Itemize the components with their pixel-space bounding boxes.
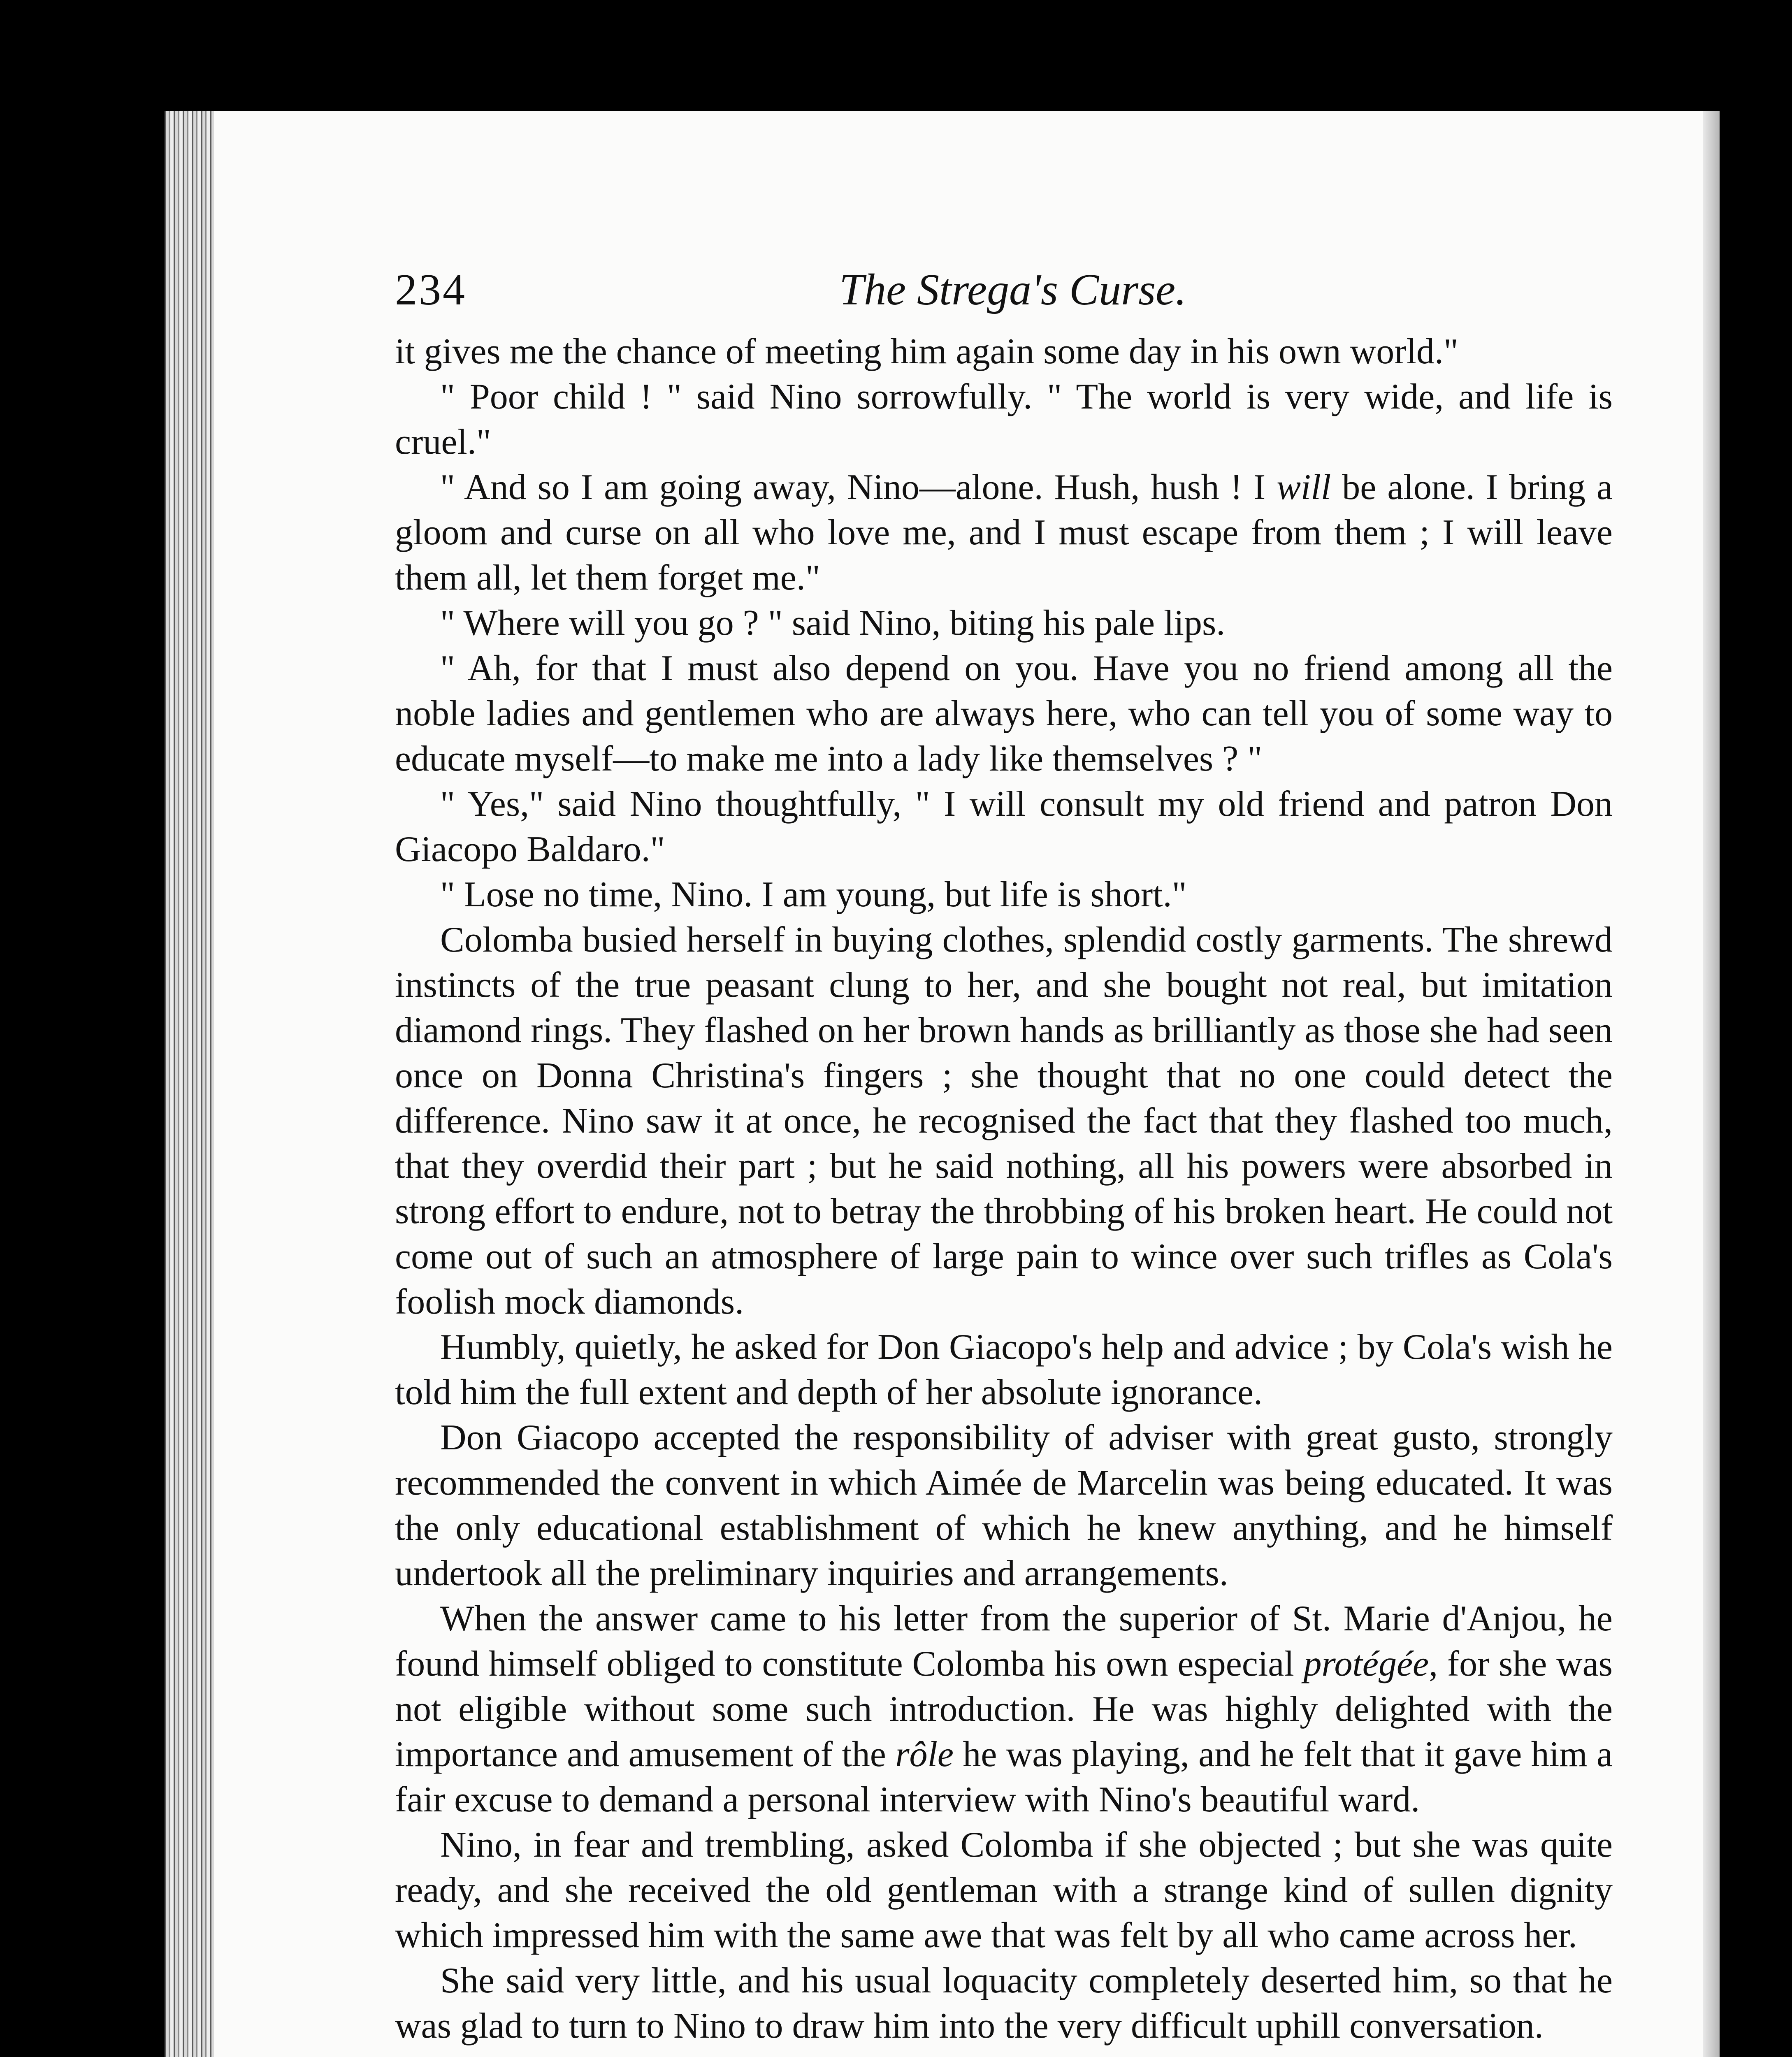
paragraph: " Where will you go ? " said Nino, biting his pale lips. [440,603,1226,643]
paragraph-text: he was playing, and he felt that it gave him a fair excuse to demand a personal interview with Nino's beautiful ward. [395,1734,1613,1820]
paragraph: Colomba busied herself in buying clothes, splendid costly garments. The shrewd instincts of the true peasant clung to her, and she bought not real, but imitation diamond rings. They flashed on her brown hands as brilliantly as those she had seen once on Donna Christina's fingers ; she thought that no one could detect the difference. Nino saw it at once, he recognised the fact that they flashed too much, that they overdid their part ; but he said nothing, all his powers were absorbed in strong effort to endure, not to betray the throbbing of his broken heart. He could not come out of such an atmosphere of large pain to wince over such trifles as Cola's foolish mock diamonds. [395,920,1613,1322]
paragraph: " Ah, for that I must also depend on you. Have you no friend among all the noble ladies and gentlemen who are always here, who can tell you of some way to educate myself—to make me into a lady like themselves ? " [395,648,1613,779]
page-gutter [165,111,214,2057]
paragraph: " Yes," said Nino thoughtfully, " I will consult my old friend and patron Don Giacopo Baldaro." [395,784,1613,869]
paragraph: it gives me the chance of meeting him again some day in his own world." [395,332,1458,371]
paragraph-text: " And so I am going away, Nino—alone. Hush, hush ! I [440,467,1277,507]
emphasis-text: rôle [895,1734,954,1774]
paragraph: " Lose no time, Nino. I am young, but life is short." [440,875,1187,915]
running-head [395,251,1613,329]
paragraph-text: When the answer came to his letter from the superior of St. Marie d'Anjou, he found himself obliged to constitute Colomba his own especial [395,1599,1613,1684]
emphasis-text: protégée [1303,1644,1429,1684]
text-block [395,251,1613,2049]
running-title: The Strega's Curse. [839,265,1187,314]
paragraph: She said very little, and his usual loquacity completely deserted him, so that he was glad to turn to Nino to draw him into the very difficult uphill conversation. [395,1961,1613,2046]
paragraph-text: be alone. I bring a gloom and curse on all who love me, and I must escape from them ; I will leave them all, let them forget me." [395,467,1613,598]
page-edge-shadow [1703,111,1720,2057]
paragraph: Humbly, quietly, he asked for Don Giacopo's help and advice ; by Cola's wish he told him the full extent and depth of her absolute ignorance. [395,1327,1613,1412]
paragraph: Nino, in fear and trembling, asked Colomba if she objected ; but she was quite ready, and she received the old gentleman with a strange kind of sullen dignity which impressed him with the same awe that was felt by all who came across her. [395,1825,1613,1955]
book-page [165,111,1720,2057]
paragraph: Don Giacopo accepted the responsibility of adviser with great gusto, strongly recommended the convent in which Aimée de Marcelin was being educated. It was the only educational establishment of which he knew anything, and he himself undertook all the preliminary inquiries and arrangements. [395,1418,1613,1593]
emphasis-text: will [1277,467,1331,507]
paragraph: " Poor child ! " said Nino sorrowfully. " The world is very wide, and life is cruel." [395,377,1613,462]
page-number: 234 [395,265,467,314]
paragraph [395,465,1613,601]
paragraph [395,1596,1613,1823]
paragraph-text: , for she was not eligible without some such introduction. He was highly delighted with the importance and amusement of the [395,1644,1613,1774]
